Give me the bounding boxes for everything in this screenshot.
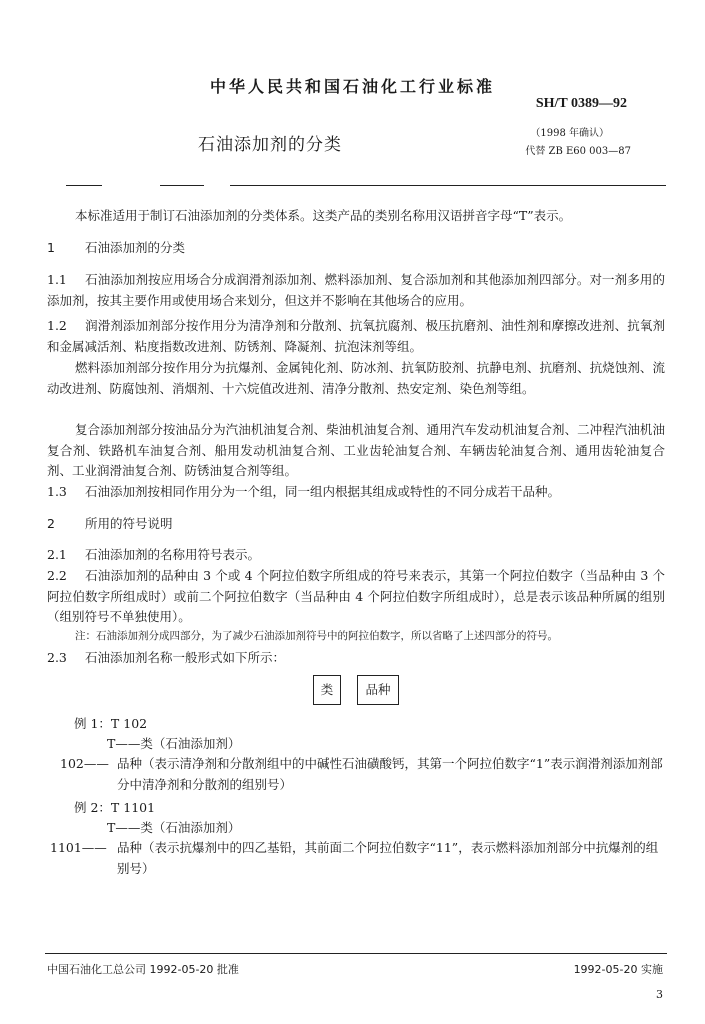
category-box: 类 xyxy=(313,675,341,705)
variety-box: 品种 xyxy=(357,675,399,705)
section-title: 石油添加剂的分类 xyxy=(85,240,186,255)
confirmation-note: （1998 年确认） xyxy=(530,128,609,139)
clause-2-3 xyxy=(47,648,665,669)
example-1-label: 例 1：T 102 xyxy=(74,716,148,731)
section-number: 1 xyxy=(47,240,55,255)
section-1-heading xyxy=(47,238,185,256)
example-2-class xyxy=(107,818,240,838)
document-title: 石油添加剂的分类 xyxy=(198,135,342,155)
fuel-additives-paragraph: 燃料添加剂部分按作用分为抗爆剂、金属钝化剂、防冰剂、抗氧防胶剂、抗静电剂、抗磨剂、抗烧蚀剂、流动改进剂、防腐蚀剂、消烟剂、十六烷值改进剂、清净分散剂、热安定剂、染色剂等组。 xyxy=(47,360,665,396)
symbol-description: 类（石油添加剂） xyxy=(140,736,241,751)
clause-number: 2.1 xyxy=(47,547,67,562)
header-rule xyxy=(66,185,102,186)
header-rule xyxy=(230,185,666,186)
clause-number: 2.2 xyxy=(47,568,67,583)
symbol: T—— xyxy=(107,820,141,835)
replaces-note: 代替 ZB E60 003—87 xyxy=(525,146,631,157)
symbol-description: 类（石油添加剂） xyxy=(140,820,241,835)
example-2-variety-symbol: 1101—— xyxy=(50,840,107,855)
clause-1-2 xyxy=(47,316,665,357)
symbol: T—— xyxy=(107,736,141,751)
section-2-heading xyxy=(47,514,173,532)
footer-rule xyxy=(45,953,667,954)
section-number: 2 xyxy=(47,516,55,531)
example-2-label: 例 2：T 1101 xyxy=(74,800,156,815)
clause-number: 1.1 xyxy=(47,272,67,287)
example-1-variety-description: 品种（表示清净剂和分散剂组中的中碱性石油磺酸钙，其第一个阿拉伯数字“1”表示润滑剂添加剂部分中清净剂和分散剂的组别号） xyxy=(117,756,663,792)
clause-2-1 xyxy=(47,545,665,566)
clause-text: 石油添加剂的名称用符号表示。 xyxy=(85,547,261,562)
standard-code: SH/T 0389—92 xyxy=(535,96,627,111)
section-title: 所用的符号说明 xyxy=(85,516,173,531)
clause-number: 2.3 xyxy=(47,650,67,665)
example-2-variety-description: 品种（表示抗爆剂中的四乙基铅，其前面二个阿拉伯数字“11”，表示燃料添加剂部分中抗爆剂的组别号） xyxy=(117,840,659,876)
clause-text: 石油添加剂名称一般形式如下所示： xyxy=(85,650,286,665)
clause-number: 1.2 xyxy=(47,318,67,333)
note: 注：石油添加剂分成四部分，为了减少石油添加剂符号中的阿拉伯数字，所以省略了上述四部分的符号。 xyxy=(75,630,558,642)
implementation-line: 1992-05-20 实施 xyxy=(573,963,663,976)
clause-1-3 xyxy=(47,482,665,503)
clause-text: 石油添加剂按相同作用分为一个组，同一组内根据其组成或特性的不同分成若干品种。 xyxy=(85,484,561,499)
page-number: 3 xyxy=(656,988,663,1001)
standard-title: 中华人民共和国石油化工行业标准 xyxy=(209,77,495,96)
example-1-variety-symbol: 102—— xyxy=(60,756,109,771)
clause-1-1 xyxy=(47,270,665,311)
clause-text: 石油添加剂的品种由 3 个或 4 个阿拉伯数字所组成的符号来表示，其第一个阿拉伯数字（当品种由 3 个阿拉伯数字所组成时）或前二个阿拉伯数字（当品种由 4 个阿拉伯数字所组成时），总是表示该品种所属的组别（组别符号不单独使用）。 xyxy=(47,568,665,624)
intro-paragraph: 本标准适用于制订石油添加剂的分类体系。这类产品的类别名称用汉语拼音字母“T”表示。 xyxy=(75,208,572,223)
approval-line: 中国石油化工总公司 1992-05-20 批准 xyxy=(47,963,239,976)
example-1-class xyxy=(107,734,240,754)
clause-2-2 xyxy=(47,566,665,628)
clause-text: 石油添加剂按应用场合分成润滑剂添加剂、燃料添加剂、复合添加剂和其他添加剂四部分。对一剂多用的添加剂，按其主要作用或使用场合来划分，但这并不影响在其他场合的应用。 xyxy=(47,272,665,308)
compound-additives-paragraph: 复合添加剂部分按油品分为汽油机油复合剂、柴油机油复合剂、通用汽车发动机油复合剂、二冲程汽油机油复合剂、铁路机车油复合剂、船用发动机油复合剂、工业齿轮油复合剂、车辆齿轮油复合剂、通用齿轮油复合剂、工业润滑油复合剂、防锈油复合剂等组。 xyxy=(47,422,665,478)
header-rule xyxy=(160,185,204,186)
clause-text: 润滑剂添加剂部分按作用分为清净剂和分散剂、抗氧抗腐剂、极压抗磨剂、油性剂和摩擦改进剂、抗氧剂和金属减活剂、粘度指数改进剂、防锈剂、降凝剂、抗泡沫剂等组。 xyxy=(47,318,665,354)
clause-number: 1.3 xyxy=(47,484,67,499)
